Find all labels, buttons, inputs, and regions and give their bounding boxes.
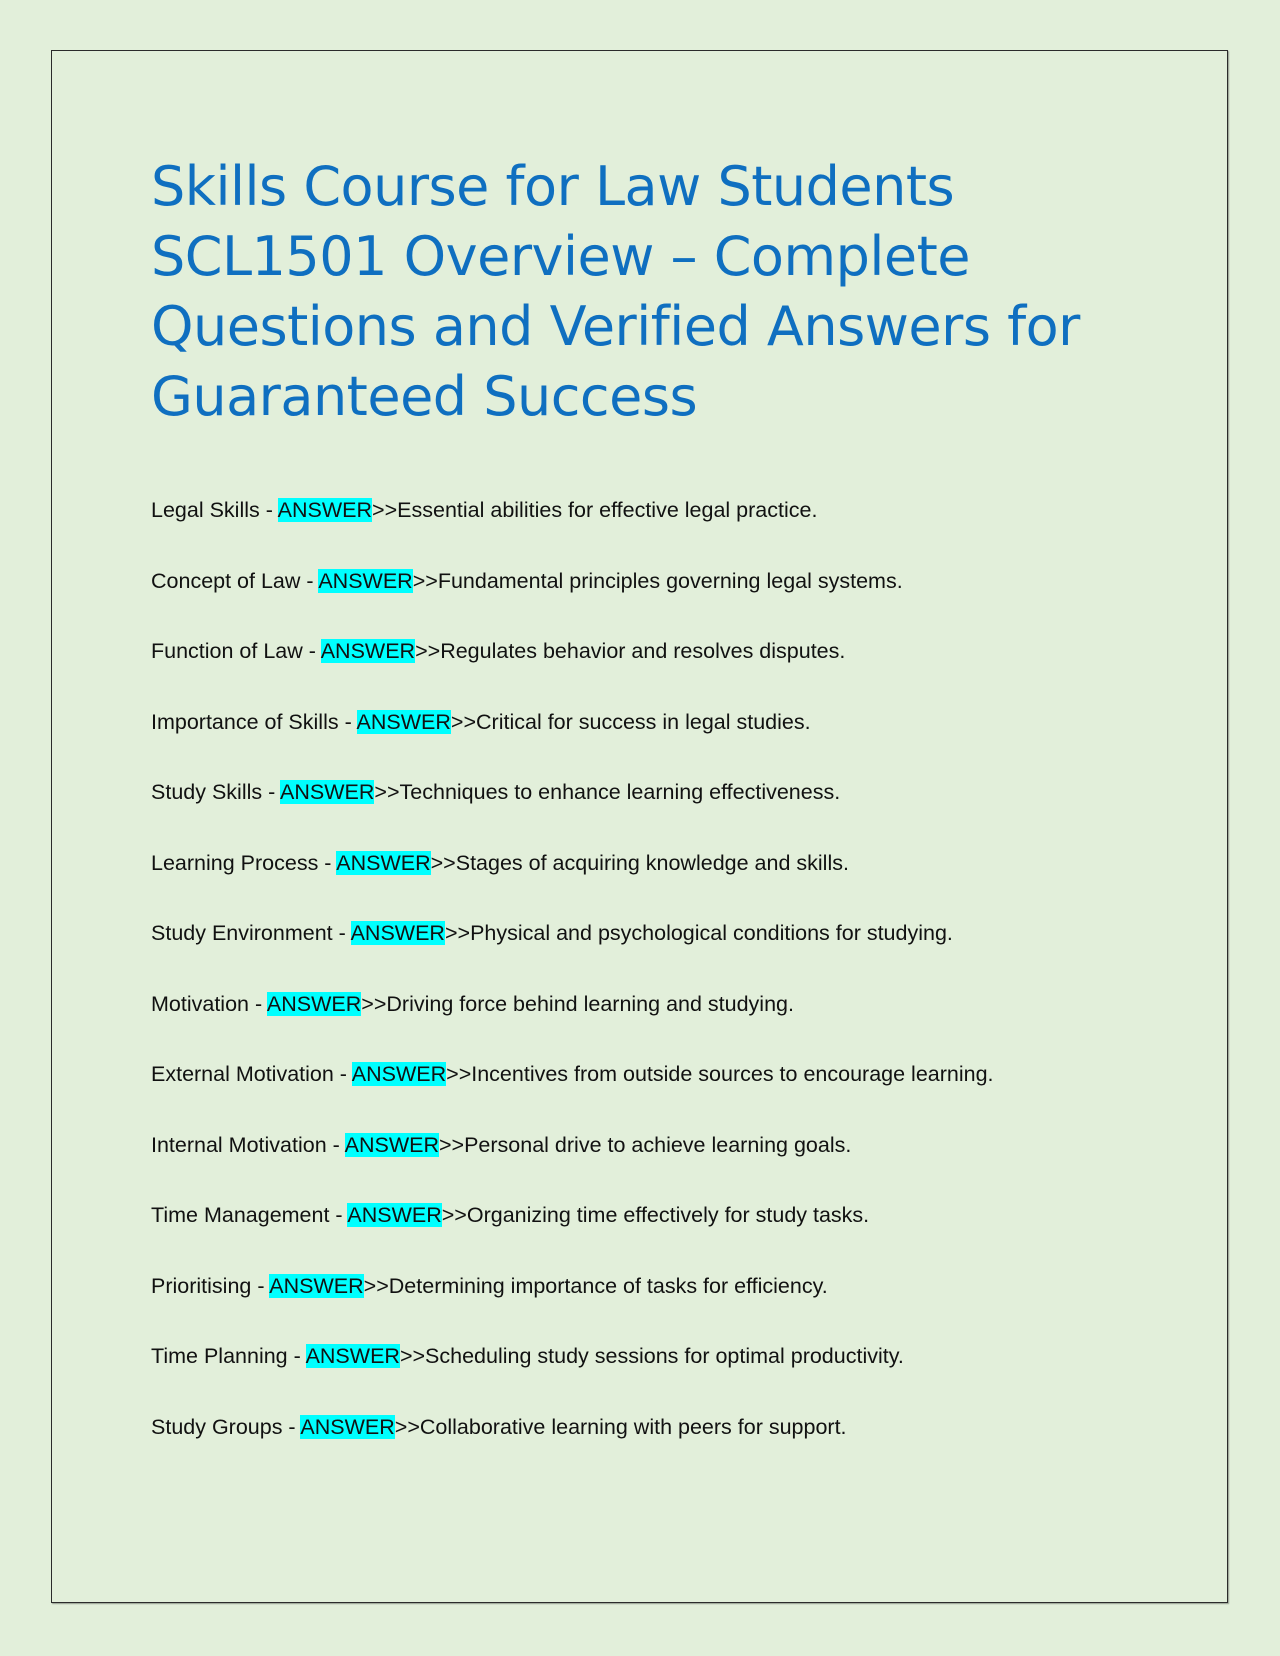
qa-list (151, 494, 994, 1481)
qa-answer: >>Scheduling study sessions for optimal productivity. (399, 1344, 904, 1368)
qa-answer: >>Regulates behavior and resolves disputes. (415, 639, 846, 663)
qa-item-motivation (151, 988, 994, 1059)
qa-term: External Motivation - (151, 1062, 352, 1086)
qa-term: Concept of Law - (151, 568, 319, 593)
qa-item-prioritising (151, 1270, 994, 1341)
answer-highlight: ANSWER (320, 639, 416, 663)
qa-term: Study Skills - (151, 780, 281, 804)
answer-highlight: ANSWER (344, 1132, 439, 1157)
qa-term: Learning Process - (151, 850, 337, 875)
qa-answer: >>Driving force behind learning and studying. (361, 991, 794, 1016)
qa-answer: >>Essential abilities for effective legal practice. (372, 498, 818, 522)
qa-answer: >>Personal drive to achieve learning goals. (438, 1132, 852, 1157)
answer-highlight: ANSWER (347, 1203, 442, 1227)
answer-highlight: ANSWER (277, 498, 373, 522)
qa-item-legal-skills (151, 494, 994, 565)
answer-highlight: ANSWER (269, 1273, 364, 1298)
qa-answer: >>Collaborative learning with peers for support. (394, 1414, 847, 1439)
qa-answer: >>Organizing time effectively for study tasks. (441, 1203, 870, 1227)
answer-highlight: ANSWER (300, 1414, 395, 1439)
qa-item-study-groups (151, 1411, 994, 1482)
qa-item-function-of-law (151, 635, 994, 706)
page-title: Skills Course for Law Students SCL1501 Overview – Complete Questions and Verified Answers for Guaranteed Success (151, 155, 1080, 428)
qa-item-time-planning (151, 1340, 994, 1411)
qa-term: Legal Skills - (151, 498, 278, 522)
answer-highlight: ANSWER (318, 568, 413, 593)
qa-term: Study Groups - (151, 1414, 301, 1439)
qa-term: Prioritising - (151, 1273, 270, 1298)
answer-highlight: ANSWER (305, 1344, 400, 1368)
qa-term: Study Environment - (151, 921, 351, 945)
answer-highlight: ANSWER (336, 850, 431, 875)
qa-term: Time Planning - (151, 1344, 306, 1368)
qa-term: Time Management - (151, 1203, 348, 1227)
answer-highlight: ANSWER (266, 991, 362, 1016)
qa-answer: >>Incentives from outside sources to encourage learning. (446, 1062, 994, 1086)
qa-term: Internal Motivation - (151, 1132, 345, 1157)
qa-term: Importance of Skills - (151, 709, 357, 734)
answer-highlight: ANSWER (351, 1062, 447, 1086)
qa-term: Motivation - (151, 991, 267, 1016)
answer-highlight: ANSWER (356, 709, 451, 734)
qa-item-importance-of-skills (151, 706, 994, 777)
qa-item-study-skills (151, 776, 994, 847)
qa-item-internal-motivation (151, 1129, 994, 1200)
qa-item-concept-of-law (151, 565, 994, 636)
qa-item-external-motivation (151, 1058, 994, 1129)
qa-answer: >>Fundamental principles governing legal systems. (412, 568, 903, 593)
qa-answer: >>Determining importance of tasks for efficiency. (363, 1273, 828, 1298)
qa-answer: >>Critical for success in legal studies. (450, 709, 811, 734)
qa-answer: >>Techniques to enhance learning effectiveness. (374, 780, 841, 804)
qa-answer: >>Stages of acquiring knowledge and skills. (430, 850, 849, 875)
qa-answer: >>Physical and psychological conditions for studying. (444, 921, 953, 945)
qa-item-time-management (151, 1199, 994, 1270)
qa-item-learning-process (151, 847, 994, 918)
qa-item-study-environment (151, 917, 994, 988)
answer-highlight: ANSWER (350, 921, 445, 945)
answer-highlight: ANSWER (280, 780, 375, 804)
qa-term: Function of Law - (151, 639, 321, 663)
